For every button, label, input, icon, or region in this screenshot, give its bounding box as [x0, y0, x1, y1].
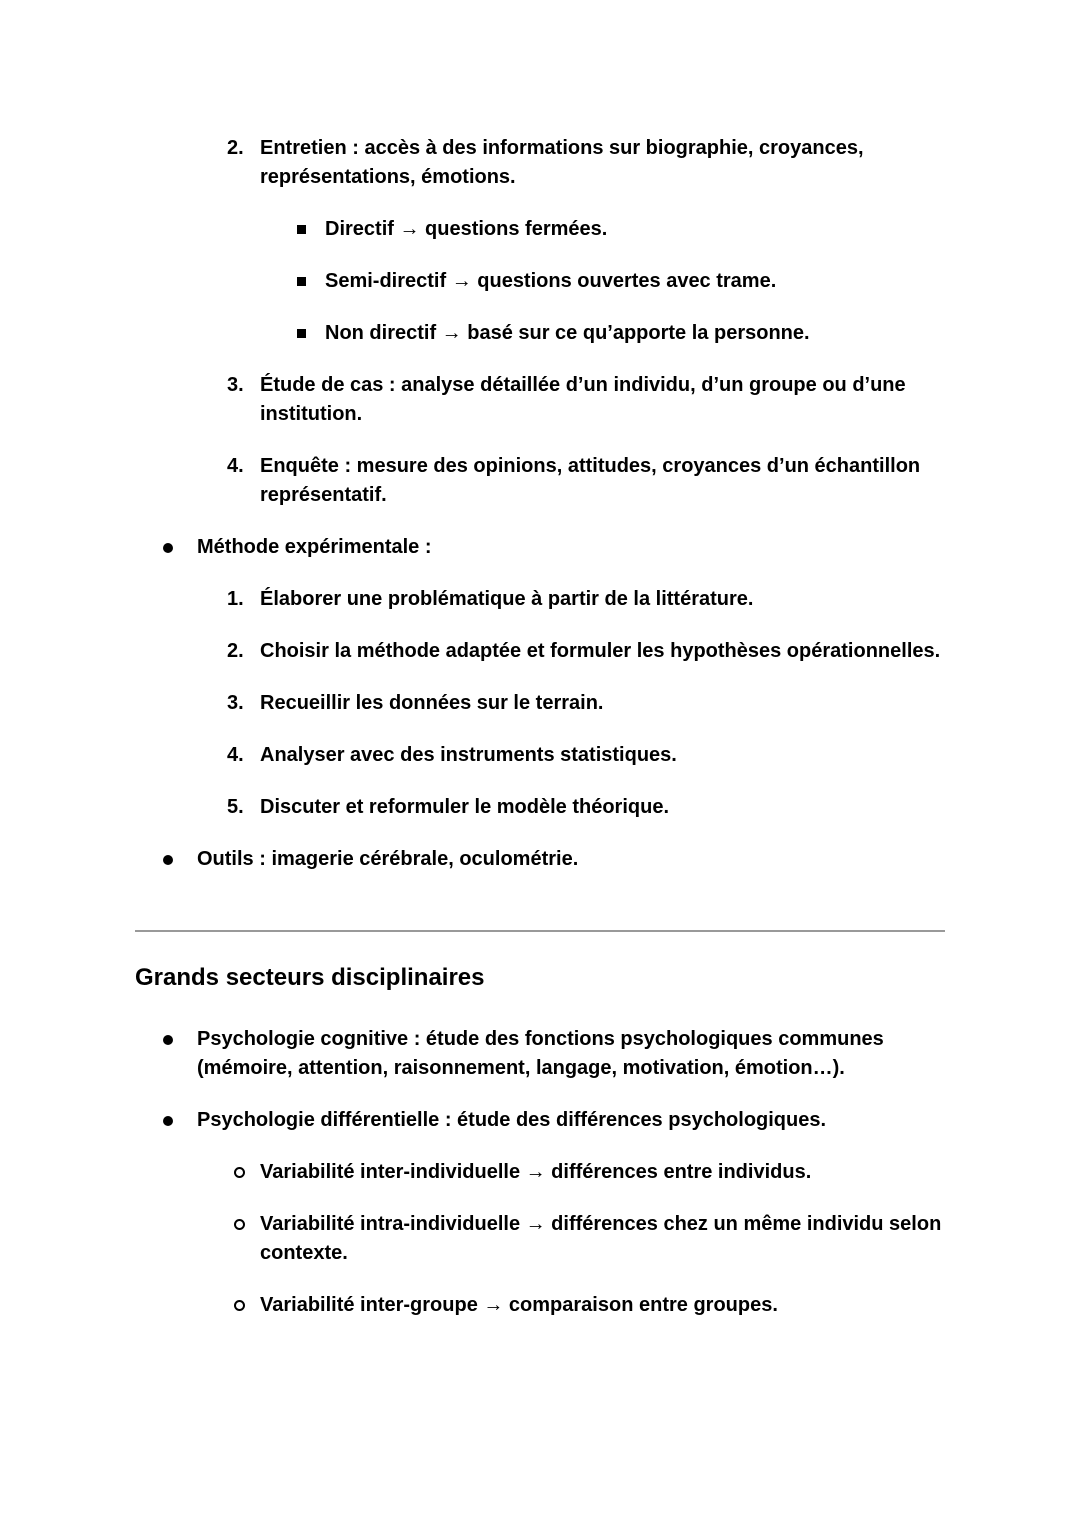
list-item-step-2	[135, 637, 948, 666]
hollow-circle-bullet-icon	[234, 1219, 245, 1230]
list-item-text: Variabilité intra-individuelle → différences chez un même individu selon contexte.	[260, 1213, 942, 1264]
list-item-text: Étude de cas : analyse détaillée d’un individu, d’un groupe ou d’une institution.	[260, 374, 906, 425]
list-item-directif	[135, 215, 948, 244]
list-item-step-1	[135, 585, 948, 614]
list-item-non-directif	[135, 319, 948, 348]
list-item-step-5	[135, 793, 948, 822]
list-item-text: Outils : imagerie cérébrale, oculométrie.	[197, 848, 579, 870]
hollow-circle-bullet-icon	[234, 1167, 245, 1178]
list-number: 3.	[227, 692, 244, 714]
list-item-etude-de-cas	[135, 371, 948, 429]
list-item-text: Psychologie cognitive : étude des fonctions psychologiques communes (mémoire, attention, raisonnement, langage, motivation, émotion…).	[197, 1028, 884, 1079]
list-item-text: Variabilité inter-individuelle → différences entre individus.	[260, 1161, 812, 1183]
list-item-outils	[135, 845, 948, 874]
list-item-text: Discuter et reformuler le modèle théorique.	[260, 796, 669, 818]
list-number: 4.	[227, 455, 244, 477]
list-number: 5.	[227, 796, 244, 818]
hollow-circle-bullet-icon	[234, 1300, 245, 1311]
list-item-text: Élaborer une problématique à partir de la littérature.	[260, 588, 754, 610]
disc-bullet-icon	[163, 1035, 173, 1045]
list-item-semi-directif	[135, 267, 948, 296]
square-bullet-icon	[297, 225, 306, 234]
list-item-methode-experimentale	[135, 533, 948, 562]
document-content	[135, 134, 948, 1343]
list-item-enquete	[135, 452, 948, 510]
list-number: 4.	[227, 744, 244, 766]
list-item-variabilite-inter-individuelle	[135, 1158, 948, 1187]
list-item-step-4	[135, 741, 948, 770]
list-item-text: Variabilité inter-groupe → comparaison entre groupes.	[260, 1294, 778, 1316]
section-heading: Grands secteurs disciplinaires	[135, 964, 485, 991]
list-number: 1.	[227, 588, 244, 610]
list-item-text: Directif → questions fermées.	[325, 218, 608, 240]
list-number: 2.	[227, 640, 244, 662]
list-item-text: Semi-directif → questions ouvertes avec trame.	[325, 270, 777, 292]
list-item-psychologie-cognitive	[135, 1025, 948, 1083]
square-bullet-icon	[297, 277, 306, 286]
square-bullet-icon	[297, 329, 306, 338]
list-item-text: Méthode expérimentale :	[197, 536, 432, 558]
list-item-text: Non directif → basé sur ce qu’apporte la personne.	[325, 322, 810, 344]
list-item-text: Psychologie différentielle : étude des différences psychologiques.	[197, 1109, 827, 1131]
list-number: 3.	[227, 374, 244, 396]
disc-bullet-icon	[163, 1116, 173, 1126]
list-item-text: Entretien : accès à des informations sur biographie, croyances, représentations, émotions.	[260, 137, 864, 188]
list-item-text: Analyser avec des instruments statistiques.	[260, 744, 677, 766]
list-item-variabilite-intra-individuelle	[135, 1210, 948, 1268]
disc-bullet-icon	[163, 543, 173, 553]
list-item-entretien	[135, 134, 948, 192]
list-item-text: Enquête : mesure des opinions, attitudes, croyances d’un échantillon représentatif.	[260, 455, 921, 506]
list-item-text: Recueillir les données sur le terrain.	[260, 692, 604, 714]
section-divider	[135, 930, 945, 932]
list-number: 2.	[227, 137, 244, 159]
list-item-step-3	[135, 689, 948, 718]
list-item-psychologie-differentielle	[135, 1106, 948, 1135]
list-item-text: Choisir la méthode adaptée et formuler les hypothèses opérationnelles.	[260, 640, 941, 662]
list-item-variabilite-inter-groupe	[135, 1291, 948, 1320]
disc-bullet-icon	[163, 855, 173, 865]
